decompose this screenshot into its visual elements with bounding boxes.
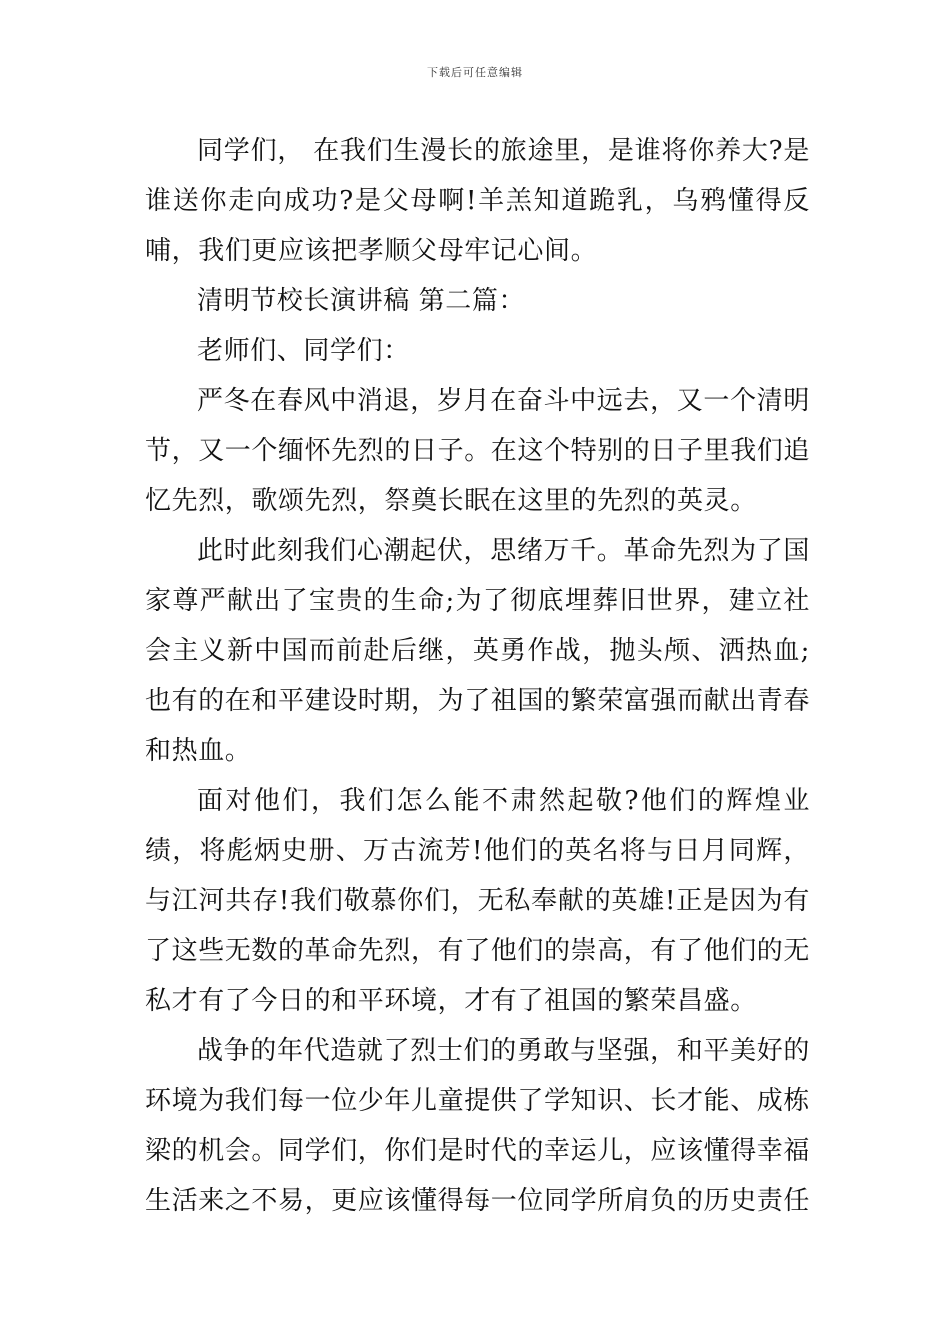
paragraph-1: 同学们， 在我们生漫长的旅途里，是谁将你养大?是谁送你走向成功?是父母啊!羊羔知道跪乳，乌鸦懂得反哺，我们更应该把孝顺父母牢记心间。 — [145, 136, 810, 266]
paragraph-4: 面对他们，我们怎么能不肃然起敬?他们的辉煌业绩，将彪炳史册、万古流芳!他们的英名将与日月同辉，与江河共存!我们敬慕你们，无私奉献的英雄!正是因为有了这些无数的革命先烈，有了他们的崇高，有了他们的无私才有了今日的和平环境，才有了祖国的繁荣昌盛。 — [145, 786, 811, 1016]
section-title: 清明节校长演讲稿 第二篇： — [197, 286, 526, 316]
paragraph-2: 严冬在春风中消退，岁月在奋斗中远去，又一个清明节，又一个缅怀先烈的日子。在这个特别的日子里我们追忆先烈，歌颂先烈，祭奠长眠在这里的先烈的英灵。 — [145, 386, 811, 516]
paragraph-5: 战争的年代造就了烈士们的勇敢与坚强，和平美好的环境为我们每一位少年儿童提供了学知识、长才能、成栋梁的机会。同学们，你们是时代的幸运儿，应该懂得幸福生活来之不易，更应该懂得每一位同学所肩负的历史责任 — [145, 1036, 811, 1216]
header-note: 下载后可任意编辑 — [427, 66, 523, 79]
document-body — [145, 126, 810, 1226]
salutation: 老师们、同学们： — [197, 336, 410, 366]
paragraph-3: 此时此刻我们心潮起伏，思绪万千。革命先烈为了国家尊严献出了宝贵的生命;为了彻底埋葬旧世界，建立社会主义新中国而前赴后继，英勇作战，抛头颅、洒热血;也有的在和平建设时期，为了祖国的繁荣富强而献出青春和热血。 — [145, 536, 811, 766]
